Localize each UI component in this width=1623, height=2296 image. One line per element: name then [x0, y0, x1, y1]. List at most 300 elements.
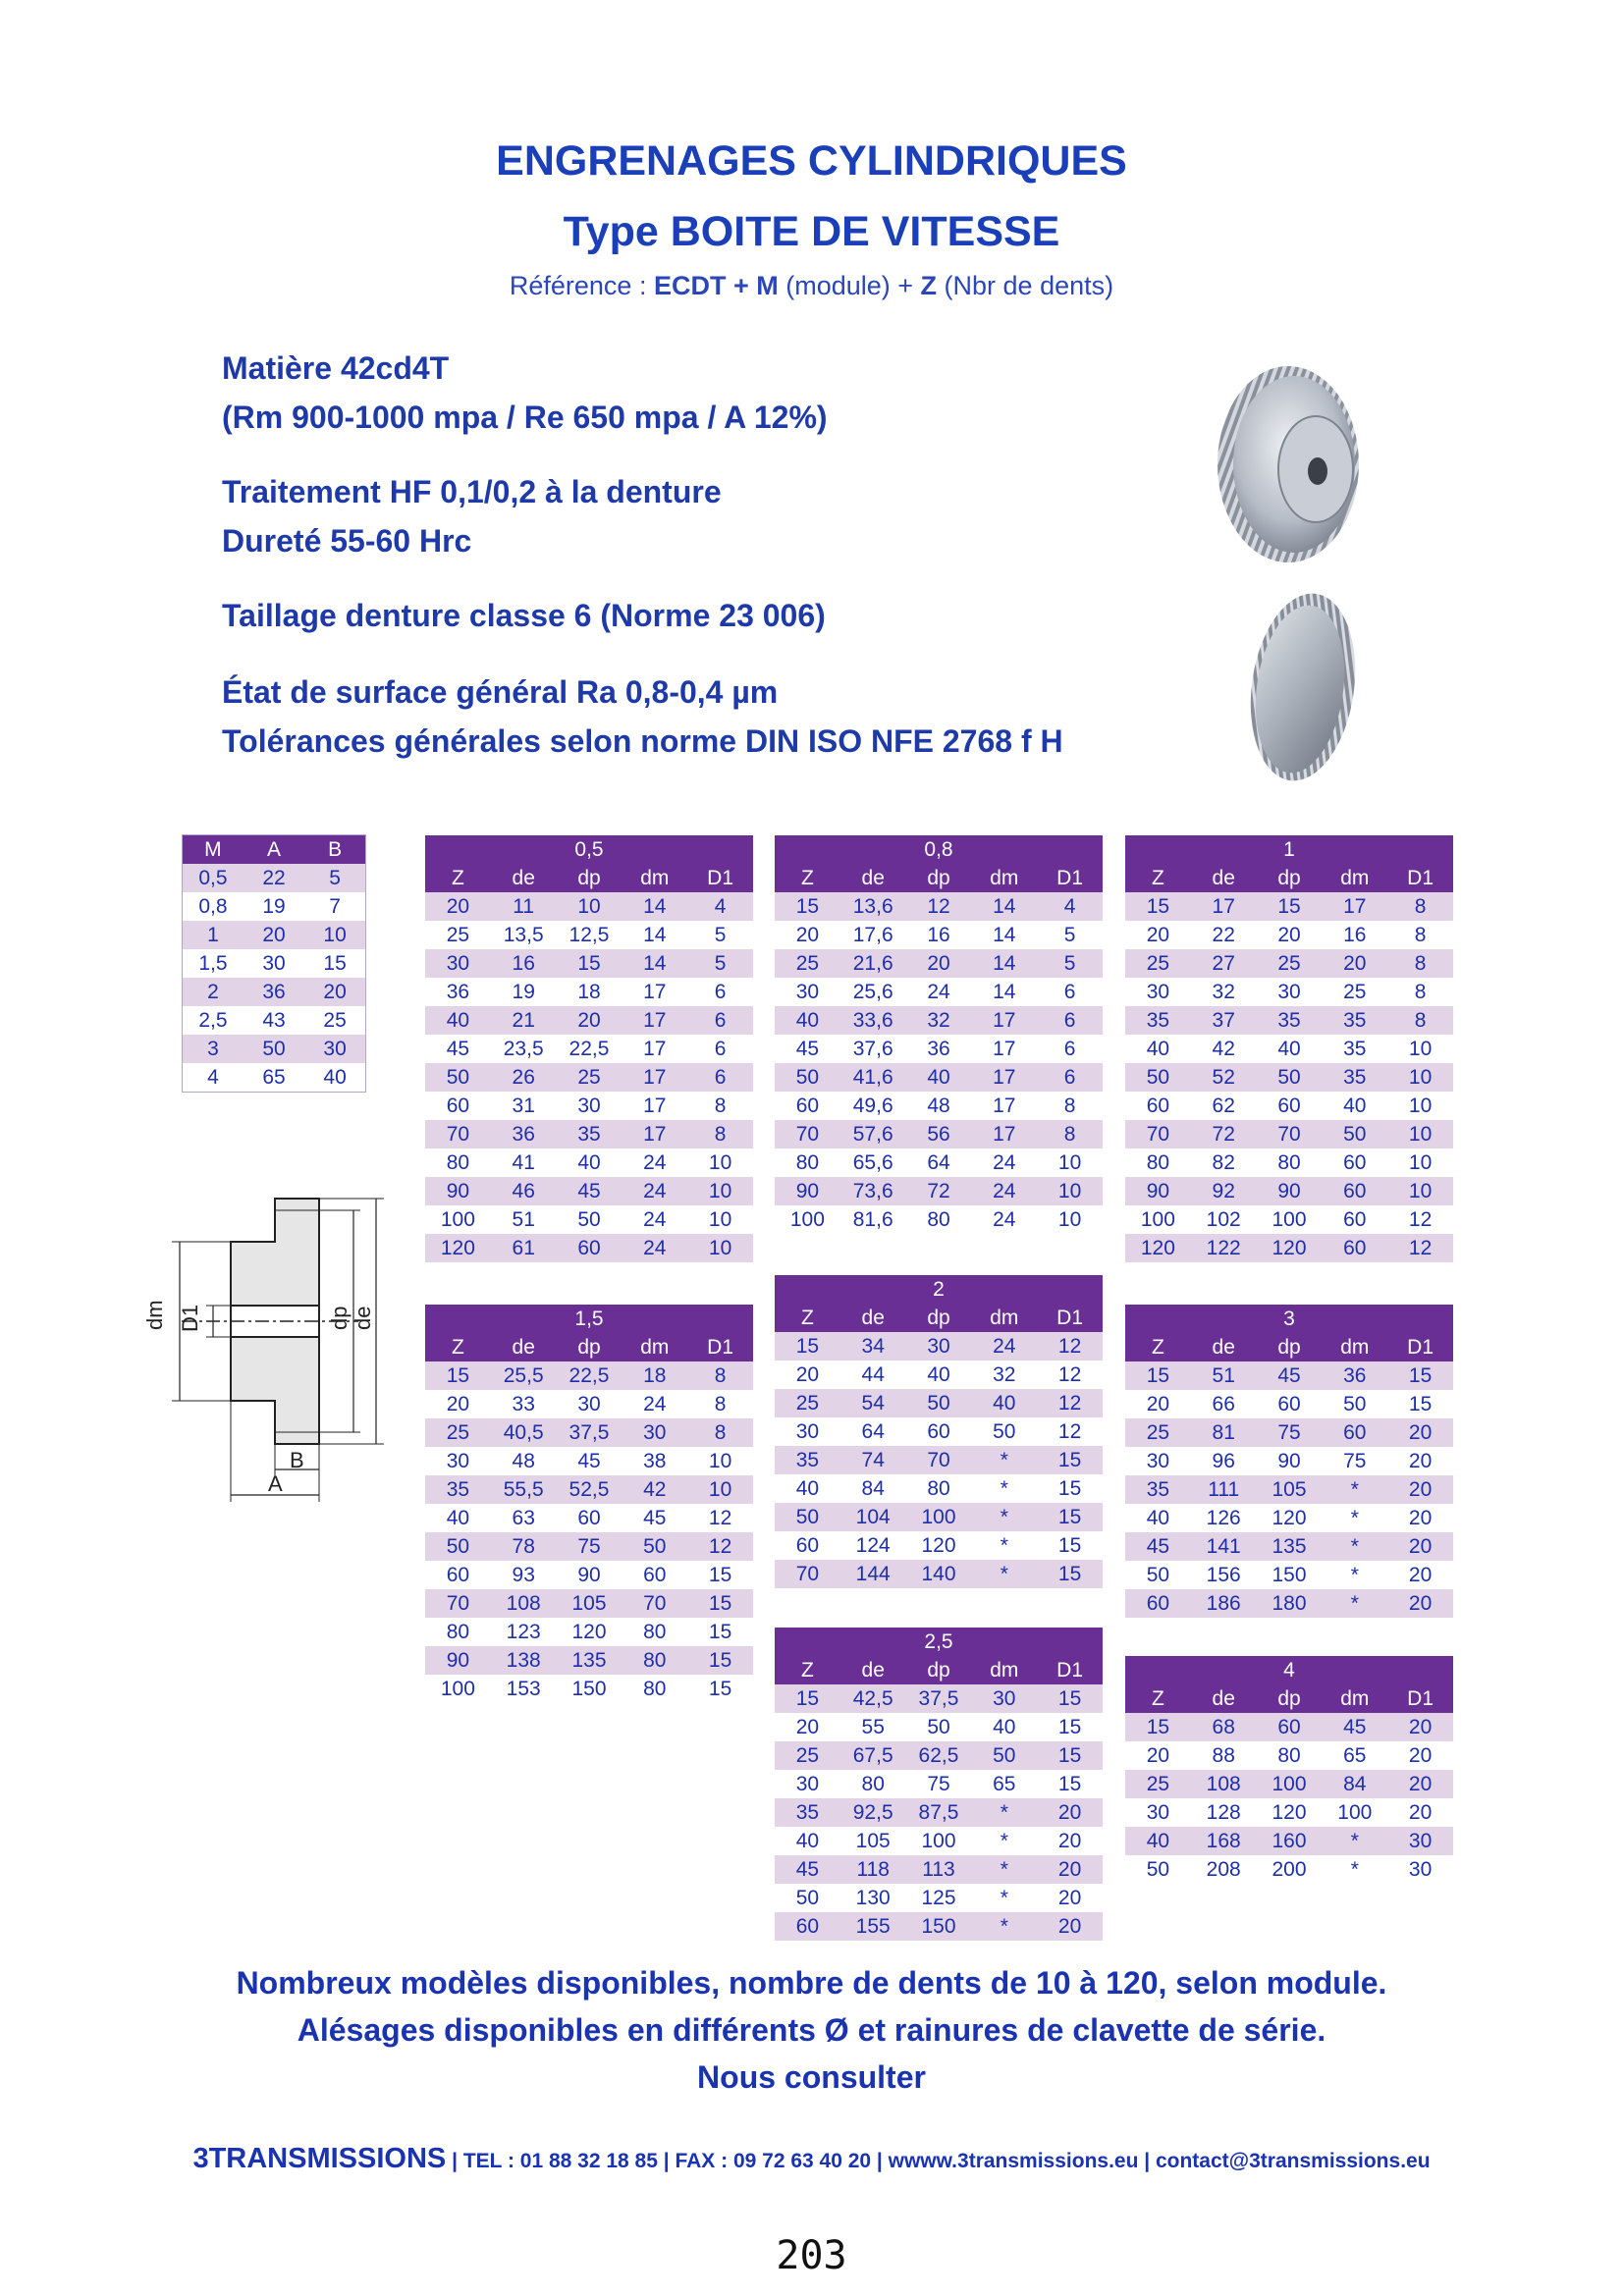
- label-b: B: [290, 1448, 304, 1472]
- table-cell: 60: [1125, 1589, 1191, 1618]
- table-row: [775, 1912, 1103, 1941]
- table-cell: 80: [425, 1618, 491, 1646]
- table-cell: 20: [775, 921, 840, 949]
- table-row: [775, 1035, 1103, 1063]
- table-cell: 92,5: [840, 1798, 906, 1827]
- table-cell: 15: [1037, 1770, 1103, 1798]
- table-cell: 80: [906, 1474, 972, 1503]
- footer-models-note: Nombreux modèles disponibles, nombre de dents de 10 à 120, selon module.: [236, 1965, 1387, 2001]
- table-cell: 42: [622, 1475, 687, 1504]
- mab-cell: 7: [304, 892, 365, 921]
- module-value: 4: [1125, 1656, 1453, 1684]
- table-cell: 21,6: [840, 949, 906, 978]
- table-cell: *: [1322, 1475, 1387, 1504]
- table-cell: 15: [1387, 1362, 1453, 1390]
- table-row: [425, 1618, 753, 1646]
- table-cell: 20: [557, 1006, 622, 1035]
- table-row: [1125, 1770, 1453, 1798]
- table-cell: 34: [840, 1332, 906, 1361]
- table-cell: 40: [775, 1827, 840, 1855]
- table-cell: 20: [425, 892, 491, 921]
- table-cell: 75: [906, 1770, 972, 1798]
- column-header-cell: de: [840, 1656, 906, 1684]
- table-row: [1125, 978, 1453, 1006]
- table-cell: 15: [1037, 1560, 1103, 1588]
- table-row: [425, 1475, 753, 1504]
- table-cell: 90: [425, 1646, 491, 1675]
- table-row: [1125, 1713, 1453, 1741]
- table-cell: 20: [775, 1361, 840, 1389]
- table-cell: 150: [906, 1912, 972, 1941]
- table-cell: 123: [491, 1618, 557, 1646]
- table-cell: 25: [1322, 978, 1387, 1006]
- column-header-cell: dp: [906, 1304, 972, 1332]
- table-cell: 208: [1191, 1855, 1257, 1884]
- table-cell: 90: [425, 1177, 491, 1205]
- mab-cell: 43: [243, 1006, 304, 1035]
- table-cell: 105: [557, 1589, 622, 1618]
- table-row: [425, 1561, 753, 1589]
- table-row: [775, 1120, 1103, 1148]
- table-row: [775, 1205, 1103, 1234]
- table-cell: 38: [622, 1447, 687, 1475]
- table-row: [425, 1447, 753, 1475]
- table-cell: 40: [425, 1006, 491, 1035]
- table-row: [775, 1063, 1103, 1092]
- table-row: [775, 1855, 1103, 1884]
- table-cell: 30: [557, 1390, 622, 1418]
- table-cell: 32: [1191, 978, 1257, 1006]
- table-cell: 8: [1387, 1006, 1453, 1035]
- column-header-cell: dm: [971, 1656, 1037, 1684]
- column-header-row: [1125, 864, 1453, 892]
- table-cell: 55,5: [491, 1475, 557, 1504]
- table-cell: 124: [840, 1531, 906, 1560]
- table-cell: 40: [906, 1063, 972, 1092]
- column-header-cell: Z: [1125, 1333, 1191, 1362]
- module-header-row: [775, 835, 1103, 864]
- module-table-0-5: [425, 835, 753, 1262]
- table-cell: 15: [1037, 1446, 1103, 1474]
- table-cell: 80: [622, 1618, 687, 1646]
- table-cell: 24: [622, 1205, 687, 1234]
- table-row: [425, 1362, 753, 1390]
- table-cell: 120: [1257, 1798, 1323, 1827]
- table-cell: 20: [1037, 1912, 1103, 1941]
- table-cell: 17: [622, 1120, 687, 1148]
- table-cell: 20: [1037, 1855, 1103, 1884]
- table-cell: 63: [491, 1504, 557, 1532]
- table-cell: *: [1322, 1827, 1387, 1855]
- table-cell: 20: [1387, 1741, 1453, 1770]
- column-header-cell: D1: [1037, 1304, 1103, 1332]
- table-cell: 40: [1125, 1035, 1191, 1063]
- reference-part-teeth: Z: [920, 271, 938, 300]
- table-row: [775, 1446, 1103, 1474]
- module-table-3: [1125, 1305, 1453, 1618]
- reference-mid-1: (module) +: [778, 271, 921, 300]
- table-cell: 25,6: [840, 978, 906, 1006]
- table-row: [775, 1884, 1103, 1912]
- table-cell: 64: [906, 1148, 972, 1177]
- table-cell: 15: [1037, 1531, 1103, 1560]
- table-cell: 70: [775, 1120, 840, 1148]
- table-cell: 70: [425, 1589, 491, 1618]
- table-cell: 70: [906, 1446, 972, 1474]
- table-cell: 8: [1037, 1120, 1103, 1148]
- table-cell: 25: [425, 1418, 491, 1447]
- table-cell: 6: [687, 1035, 753, 1063]
- table-cell: *: [971, 1827, 1037, 1855]
- table-cell: 17: [971, 1092, 1037, 1120]
- table-cell: 40: [775, 1474, 840, 1503]
- table-cell: 48: [906, 1092, 972, 1120]
- mab-row: [183, 892, 366, 921]
- table-cell: 60: [1322, 1205, 1387, 1234]
- table-row: [425, 1589, 753, 1618]
- table-cell: 8: [687, 1120, 753, 1148]
- table-cell: 15: [1387, 1390, 1453, 1418]
- module-table-1: [1125, 835, 1453, 1262]
- table-cell: *: [971, 1855, 1037, 1884]
- contact-details: | TEL : 01 88 32 18 85 | FAX : 09 72 63 40 20 | wwww.3transmissions.eu | contact@3transmissions.eu: [446, 2150, 1431, 2172]
- table-cell: 100: [425, 1205, 491, 1234]
- table-cell: 80: [1257, 1148, 1323, 1177]
- table-cell: 5: [1037, 921, 1103, 949]
- column-header-cell: dp: [1257, 1684, 1323, 1713]
- table-row: [425, 1063, 753, 1092]
- table-row: [775, 1006, 1103, 1035]
- table-cell: *: [1322, 1561, 1387, 1589]
- table-cell: 37,6: [840, 1035, 906, 1063]
- table-cell: 120: [1257, 1234, 1323, 1262]
- column-header-cell: de: [1191, 864, 1257, 892]
- table-cell: 15: [687, 1589, 753, 1618]
- table-cell: 100: [1125, 1205, 1191, 1234]
- table-cell: 24: [971, 1205, 1037, 1234]
- table-cell: 156: [1191, 1561, 1257, 1589]
- table-cell: 60: [1257, 1092, 1323, 1120]
- table-cell: 40: [775, 1006, 840, 1035]
- mab-cell: 0,5: [183, 864, 243, 892]
- table-cell: 10: [687, 1148, 753, 1177]
- table-cell: 26: [491, 1063, 557, 1092]
- table-cell: 50: [425, 1532, 491, 1561]
- table-cell: 50: [1125, 1561, 1191, 1589]
- table-cell: 10: [687, 1475, 753, 1504]
- spec-tolerances: Tolérances générales selon norme DIN ISO NFE 2768 f H: [222, 723, 1063, 759]
- table-cell: 4: [1037, 892, 1103, 921]
- table-cell: 57,6: [840, 1120, 906, 1148]
- column-header-cell: de: [840, 864, 906, 892]
- table-cell: 60: [775, 1092, 840, 1120]
- table-row: [775, 1361, 1103, 1389]
- mab-cell: 65: [243, 1063, 304, 1093]
- table-cell: 92: [1191, 1177, 1257, 1205]
- table-row: [775, 1770, 1103, 1798]
- module-header-row: [425, 1305, 753, 1333]
- table-cell: 8: [687, 1362, 753, 1390]
- table-cell: 10: [1387, 1148, 1453, 1177]
- table-cell: 50: [906, 1713, 972, 1741]
- table-cell: 54: [840, 1389, 906, 1417]
- table-cell: 96: [1191, 1447, 1257, 1475]
- table-cell: 6: [687, 978, 753, 1006]
- table-cell: 56: [906, 1120, 972, 1148]
- table-cell: 100: [906, 1827, 972, 1855]
- table-cell: 12: [1037, 1332, 1103, 1361]
- mab-cell: 1: [183, 921, 243, 949]
- table-cell: 45: [622, 1504, 687, 1532]
- table-cell: 10: [1037, 1148, 1103, 1177]
- table-cell: 111: [1191, 1475, 1257, 1504]
- table-row: [1125, 1504, 1453, 1532]
- table-cell: 13,6: [840, 892, 906, 921]
- gear-cross-section-drawing: [142, 1183, 388, 1507]
- column-header-row: [1125, 1684, 1453, 1713]
- table-cell: 100: [775, 1205, 840, 1234]
- table-cell: 37,5: [557, 1418, 622, 1447]
- table-cell: 10: [1037, 1205, 1103, 1234]
- table-cell: 80: [1257, 1741, 1323, 1770]
- table-cell: 80: [906, 1205, 972, 1234]
- table-cell: 61: [491, 1234, 557, 1262]
- table-cell: 144: [840, 1560, 906, 1588]
- table-cell: 17: [1191, 892, 1257, 921]
- table-cell: 60: [1322, 1148, 1387, 1177]
- table-cell: 125: [906, 1884, 972, 1912]
- table-cell: 12: [1037, 1389, 1103, 1417]
- table-row: [425, 1675, 753, 1703]
- table-cell: 113: [906, 1855, 972, 1884]
- mab-cell: 2: [183, 978, 243, 1006]
- table-cell: 40: [971, 1713, 1037, 1741]
- column-header-row: [425, 864, 753, 892]
- mab-cell: 50: [243, 1035, 304, 1063]
- table-cell: 45: [557, 1177, 622, 1205]
- table-row: [1125, 1362, 1453, 1390]
- table-cell: 14: [622, 892, 687, 921]
- table-cell: 45: [775, 1035, 840, 1063]
- label-dp: dp: [327, 1306, 352, 1330]
- table-cell: 5: [1037, 949, 1103, 978]
- label-d1: D1: [178, 1304, 202, 1332]
- table-cell: 128: [1191, 1798, 1257, 1827]
- table-cell: 60: [775, 1531, 840, 1560]
- table-row: [1125, 1063, 1453, 1092]
- table-cell: 84: [840, 1474, 906, 1503]
- table-cell: 12: [687, 1532, 753, 1561]
- table-cell: 62: [1191, 1092, 1257, 1120]
- table-cell: 75: [557, 1532, 622, 1561]
- table-cell: *: [1322, 1532, 1387, 1561]
- module-header-row: [1125, 1305, 1453, 1333]
- table-cell: 60: [1322, 1234, 1387, 1262]
- table-cell: 52: [1191, 1063, 1257, 1092]
- table-cell: 70: [425, 1120, 491, 1148]
- table-cell: 15: [1125, 1713, 1191, 1741]
- table-row: [1125, 1120, 1453, 1148]
- table-cell: 12: [1037, 1361, 1103, 1389]
- table-cell: 67,5: [840, 1741, 906, 1770]
- table-cell: 35: [775, 1798, 840, 1827]
- table-cell: 72: [906, 1177, 972, 1205]
- column-header-cell: dm: [1322, 864, 1387, 892]
- module-table-1-5: [425, 1305, 753, 1703]
- table-cell: 20: [1387, 1798, 1453, 1827]
- table-cell: *: [971, 1474, 1037, 1503]
- table-cell: 35: [1257, 1006, 1323, 1035]
- table-cell: 12: [1387, 1205, 1453, 1234]
- column-header-cell: D1: [687, 1333, 753, 1362]
- table-cell: 100: [1257, 1770, 1323, 1798]
- table-cell: 118: [840, 1855, 906, 1884]
- table-row: [775, 1417, 1103, 1446]
- table-cell: 90: [557, 1561, 622, 1589]
- table-cell: 20: [1387, 1770, 1453, 1798]
- mab-cell: 3: [183, 1035, 243, 1063]
- table-cell: 25: [1125, 949, 1191, 978]
- table-row: [1125, 1855, 1453, 1884]
- table-cell: 15: [1037, 1503, 1103, 1531]
- table-cell: 24: [971, 1177, 1037, 1205]
- table-row: [425, 949, 753, 978]
- table-cell: 60: [557, 1234, 622, 1262]
- table-cell: 37: [1191, 1006, 1257, 1035]
- table-cell: 138: [491, 1646, 557, 1675]
- table-cell: 31: [491, 1092, 557, 1120]
- table-cell: 90: [775, 1177, 840, 1205]
- table-cell: 44: [840, 1361, 906, 1389]
- table-cell: 80: [840, 1770, 906, 1798]
- table-cell: 12: [687, 1504, 753, 1532]
- page-subtitle: Type BOITE DE VITESSE: [563, 208, 1060, 255]
- table-row: [425, 1234, 753, 1262]
- table-cell: 16: [491, 949, 557, 978]
- table-cell: 24: [906, 978, 972, 1006]
- table-cell: 70: [622, 1589, 687, 1618]
- table-cell: 35: [1125, 1475, 1191, 1504]
- brand-name: 3TRANSMISSIONS: [192, 2143, 447, 2174]
- table-cell: 160: [1257, 1827, 1323, 1855]
- table-cell: 19: [491, 978, 557, 1006]
- table-cell: 6: [1037, 1006, 1103, 1035]
- table-cell: 17: [622, 1035, 687, 1063]
- page-title: ENGRENAGES CYLINDRIQUES: [496, 137, 1127, 185]
- table-cell: 17: [971, 1006, 1037, 1035]
- table-cell: 88: [1191, 1741, 1257, 1770]
- table-cell: 30: [425, 1447, 491, 1475]
- table-row: [425, 1035, 753, 1063]
- table-cell: 30: [1125, 1798, 1191, 1827]
- table-cell: 30: [1387, 1855, 1453, 1884]
- table-row: [1125, 892, 1453, 921]
- table-cell: 12: [906, 892, 972, 921]
- table-cell: 186: [1191, 1589, 1257, 1618]
- table-row: [1125, 1741, 1453, 1770]
- table-cell: 30: [425, 949, 491, 978]
- table-row: [425, 1646, 753, 1675]
- gear-photo-hub: [1210, 361, 1377, 567]
- table-cell: 50: [1322, 1390, 1387, 1418]
- table-cell: 35: [1322, 1063, 1387, 1092]
- table-cell: 62,5: [906, 1741, 972, 1770]
- table-cell: 60: [775, 1912, 840, 1941]
- spec-cutting: Taillage denture classe 6 (Norme 23 006): [222, 598, 826, 633]
- table-cell: 20: [1037, 1884, 1103, 1912]
- table-cell: 10: [1387, 1120, 1453, 1148]
- table-cell: 40: [1257, 1035, 1323, 1063]
- column-header-cell: Z: [775, 1304, 840, 1332]
- table-cell: 30: [622, 1418, 687, 1447]
- table-row: [1125, 1447, 1453, 1475]
- table-cell: 50: [1322, 1120, 1387, 1148]
- table-cell: 36: [425, 978, 491, 1006]
- mab-row: [183, 978, 366, 1006]
- table-row: [1125, 1418, 1453, 1447]
- table-cell: 24: [622, 1234, 687, 1262]
- table-row: [425, 1120, 753, 1148]
- table-cell: 25: [557, 1063, 622, 1092]
- column-header-cell: de: [491, 864, 557, 892]
- mab-cell: 10: [304, 921, 365, 949]
- table-cell: 20: [1387, 1475, 1453, 1504]
- table-cell: 25,5: [491, 1362, 557, 1390]
- module-header-row: [425, 835, 753, 864]
- column-header-cell: D1: [1387, 864, 1453, 892]
- table-cell: 10: [687, 1447, 753, 1475]
- module-table-0-8: [775, 835, 1103, 1234]
- column-header-cell: dp: [906, 1656, 972, 1684]
- mab-cell: 30: [243, 949, 304, 978]
- spec-surface: État de surface général Ra 0,8-0,4 µm: [222, 674, 779, 710]
- table-cell: 65,6: [840, 1148, 906, 1177]
- table-cell: 60: [906, 1417, 972, 1446]
- table-cell: 4: [687, 892, 753, 921]
- table-cell: 60: [1322, 1177, 1387, 1205]
- table-cell: 50: [971, 1741, 1037, 1770]
- table-row: [775, 892, 1103, 921]
- module-header-row: [775, 1628, 1103, 1656]
- table-cell: 17: [971, 1063, 1037, 1092]
- module-value: 2,5: [775, 1628, 1103, 1656]
- spec-material-props: (Rm 900-1000 mpa / Re 650 mpa / A 12%): [222, 400, 828, 435]
- table-cell: 41: [491, 1148, 557, 1177]
- table-cell: 32: [971, 1361, 1037, 1389]
- table-cell: 10: [1387, 1092, 1453, 1120]
- table-cell: 60: [1257, 1713, 1323, 1741]
- table-cell: 20: [1125, 921, 1191, 949]
- table-cell: 90: [1257, 1447, 1323, 1475]
- table-cell: 84: [1322, 1770, 1387, 1798]
- table-cell: 10: [687, 1205, 753, 1234]
- table-row: [775, 1148, 1103, 1177]
- column-header-cell: Z: [775, 864, 840, 892]
- table-cell: 90: [1257, 1177, 1323, 1205]
- table-cell: 10: [1387, 1063, 1453, 1092]
- module-value: 0,8: [775, 835, 1103, 864]
- table-row: [425, 1504, 753, 1532]
- table-cell: 50: [425, 1063, 491, 1092]
- table-cell: 15: [687, 1675, 753, 1703]
- table-cell: 65: [971, 1770, 1037, 1798]
- table-cell: 25: [1125, 1770, 1191, 1798]
- column-header-cell: Z: [1125, 1684, 1191, 1713]
- table-cell: 35: [1125, 1006, 1191, 1035]
- table-cell: *: [971, 1531, 1037, 1560]
- contact-line: [0, 2143, 1623, 2175]
- table-cell: 36: [906, 1035, 972, 1063]
